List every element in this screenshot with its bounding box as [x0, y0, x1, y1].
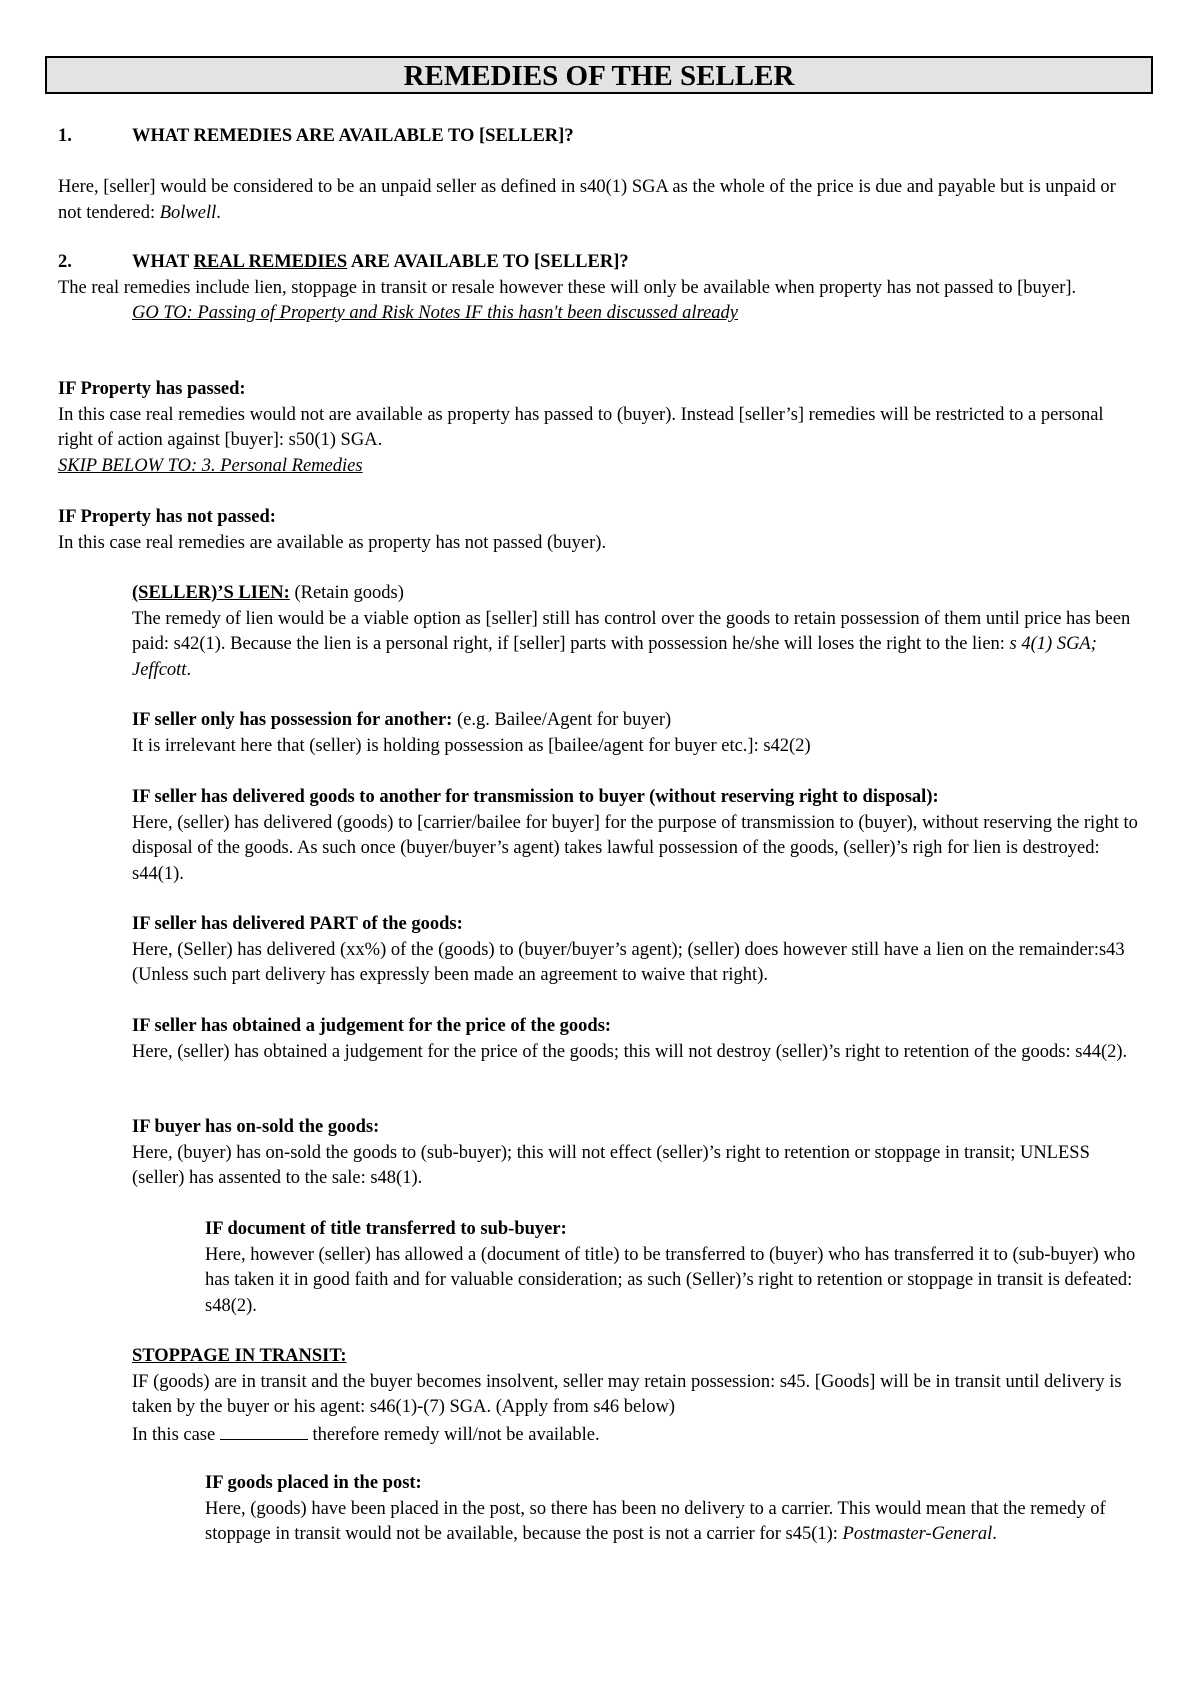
- transmission-body: Here, (seller) has delivered (goods) to [carrier/bailee for buyer] for the purpose of transmission to (buyer), without reserving the right to disposal of the goods. As such once (buyer/buyer’s agent) takes lawful possession of the goods, (seller)’s righ for lien is destroyed: s44(1).: [132, 812, 1138, 884]
- section-number: 2.: [58, 252, 72, 272]
- section-2: [58, 250, 1158, 327]
- delivered-part: [132, 912, 1132, 989]
- document-of-title-heading: IF document of title transferred to sub-buyer:: [205, 1219, 567, 1239]
- sellers-lien: (SELLER)’S LIEN: (Retain goods) The remedy of lien would be a viable option as [seller] still has control over the goods to retain possession of them until price has been paid: s42(1). Because the lien is a personal right, if [seller] parts with possession he/she will loses the right to the lien: s 4(1) SGA; Jeffcott.: [132, 581, 1132, 683]
- section-number: 1.: [58, 126, 72, 146]
- stoppage-case-line: In this case therefore remedy will/not be available.: [132, 1421, 1132, 1449]
- goods-in-post: [205, 1471, 1145, 1548]
- part-body: Here, (Seller) has delivered (xx%) of the (goods) to (buyer/buyer’s agent); (seller) does however still have a lien on the remainder:s43 (Unless such part delivery has expressly been made an agreement to waive that right).: [132, 939, 1125, 985]
- property-not-passed-body: In this case real remedies are available as property has not passed (buyer).: [58, 532, 607, 553]
- page-title: REMEDIES OF THE SELLER: [45, 56, 1153, 94]
- possession-body: It is irrelevant here that (seller) is holding possession as [bailee/agent for buyer etc.]: s42(2): [132, 735, 811, 756]
- fill-in-blank: [220, 1421, 308, 1440]
- sellers-lien-body: The remedy of lien would be a viable option as [seller] still has control over the goods to retain possession of them until price has been paid: s42(1). Because the lien is a personal right, if [seller] parts with possession he/she will loses the right to the lien: s 4(1) SGA; Jeffcott.: [132, 608, 1131, 680]
- buyer-on-sold: [132, 1115, 1132, 1192]
- section-1-body: Here, [seller] would be considered to be an unpaid seller as defined in s40(1) SGA as the whole of the price is due and payable but is unpaid or not tendered: Bolwell.: [58, 177, 1116, 223]
- transmission-heading: IF seller has delivered goods to another for transmission to buyer (without reserving right to disposal):: [132, 787, 939, 807]
- case-citation: Bolwell: [159, 202, 217, 223]
- section-2-body: The real remedies include lien, stoppage in transit or resale however these will only be available when property has not passed to [buyer].: [58, 277, 1077, 298]
- case-citation: Postmaster-General: [842, 1524, 993, 1544]
- property-passed: [58, 377, 1118, 479]
- property-not-passed: [58, 505, 1118, 556]
- skip-link[interactable]: SKIP BELOW TO: 3. Personal Remedies: [58, 455, 363, 476]
- judgement: [132, 1014, 1132, 1065]
- section-2-heading: 2. WHAT REAL REMEDIES ARE AVAILABLE TO [SELLER]?: [58, 250, 1158, 276]
- judgement-body: Here, (seller) has obtained a judgement for the price of the goods; this will not destroy (seller)’s right to retention of the goods: s44(2).: [132, 1041, 1128, 1062]
- stoppage-heading: STOPPAGE IN TRANSIT:: [132, 1346, 347, 1366]
- case-citation: s 4(1) SGA; Jeffcott: [132, 634, 1097, 680]
- sellers-lien-heading: (SELLER)’S LIEN:: [132, 583, 290, 603]
- possession-for-another: IF seller only has possession for another: (e.g. Bailee/Agent for buyer) It is irrelevant here that (seller) is holding possession as [bailee/agent for buyer etc.]: s42(2): [132, 708, 1132, 759]
- property-not-passed-heading: IF Property has not passed:: [58, 507, 276, 527]
- delivered-for-transmission: [132, 785, 1142, 887]
- post-body: Here, (goods) have been placed in the post, so there has been no delivery to a carrier. This would mean that the remedy of stoppage in transit would not be available, because the post is not a carrier for s45(1): Postmaster-General.: [205, 1498, 1106, 1544]
- stoppage-in-transit: [132, 1344, 1132, 1448]
- property-passed-body: In this case real remedies would not are available as property has passed to (buyer). Instead [seller’s] remedies will be restricted to a personal right of action against [buyer]: s50(1) SGA.: [58, 404, 1104, 450]
- possession-heading: IF seller only has possession for another:: [132, 710, 453, 730]
- post-heading: IF goods placed in the post:: [205, 1473, 422, 1493]
- goto-link[interactable]: GO TO: Passing of Property and Risk Notes IF this hasn't been discussed already: [132, 303, 739, 323]
- on-sold-heading: IF buyer has on-sold the goods:: [132, 1117, 380, 1137]
- on-sold-body: Here, (buyer) has on-sold the goods to (sub-buyer); this will not effect (seller)’s right to retention or stoppage in transit; UNLESS (seller) has assented to the sale: s48(1).: [132, 1142, 1090, 1188]
- property-passed-heading: IF Property has passed:: [58, 379, 246, 399]
- part-heading: IF seller has delivered PART of the goods:: [132, 914, 463, 934]
- document-of-title-body: Here, however (seller) has allowed a (document of title) to be transferred to (buyer) who has transferred it to (sub-buyer) who has taken it in good faith and for valuable consideration; as such (Seller)’s right to retention or stoppage in transit is defeated: s48(2).: [205, 1244, 1136, 1316]
- section-1: [58, 124, 1158, 150]
- stoppage-body: IF (goods) are in transit and the buyer becomes insolvent, seller may retain possession: s45. [Goods] will be in transit until delivery is taken by the buyer or his agent: s46(1)-(7) SGA. (Apply from s46 below): [132, 1371, 1122, 1417]
- judgement-heading: IF seller has obtained a judgement for the price of the goods:: [132, 1016, 612, 1036]
- document-of-title: [205, 1217, 1160, 1319]
- section-1-heading: 1. WHAT REMEDIES ARE AVAILABLE TO [SELLER]?: [58, 124, 1158, 150]
